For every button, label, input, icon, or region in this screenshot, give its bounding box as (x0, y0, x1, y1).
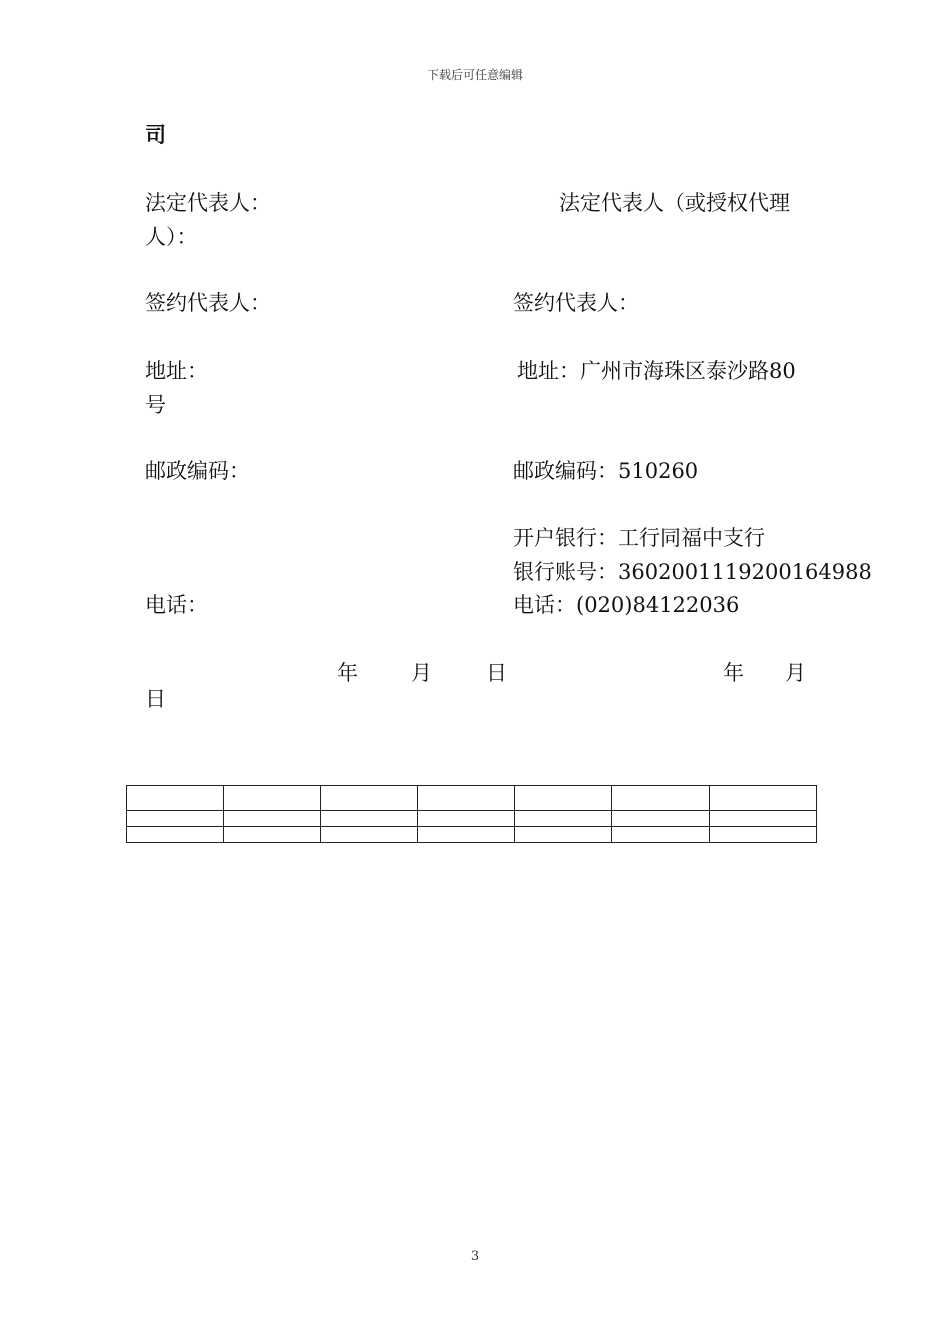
table-cell (612, 811, 710, 827)
right-bank: 开户银行：工行同福中支行 (513, 526, 765, 550)
table-cell (224, 827, 321, 843)
right-account: 银行账号：3602001119200164988 (513, 560, 872, 584)
table-row (127, 786, 817, 811)
left-signing-rep-label: 签约代表人： (145, 291, 271, 315)
table-cell (127, 786, 224, 811)
table-cell (321, 786, 418, 811)
table-cell (515, 811, 612, 827)
left-phone-label: 电话： (145, 593, 208, 617)
table-cell (612, 786, 710, 811)
table-cell (418, 811, 515, 827)
table-cell (515, 786, 612, 811)
table-cell (127, 811, 224, 827)
right-legal-rep-label-line1: 法定代表人（或授权代理 (559, 191, 790, 215)
table-cell (321, 827, 418, 843)
left-postcode-label: 邮政编码： (145, 459, 250, 483)
left-date-day: 日 (486, 661, 507, 685)
table-cell (127, 827, 224, 843)
table-cell (224, 811, 321, 827)
company-name-tail: 司 (145, 123, 166, 147)
left-date-year: 年 (337, 661, 358, 685)
right-date-year: 年 (723, 661, 744, 685)
table-cell (710, 827, 817, 843)
table-cell (710, 811, 817, 827)
page-number: 3 (470, 1249, 480, 1264)
page-header: 下载后可任意编辑 (426, 68, 523, 82)
right-date-month: 月 (785, 661, 806, 685)
table-cell (418, 827, 515, 843)
table-row (127, 827, 817, 843)
table-cell (224, 786, 321, 811)
table-cell (710, 786, 817, 811)
empty-table (126, 785, 817, 843)
right-date-day: 日 (145, 687, 166, 711)
right-phone: 电话：(020)84122036 (513, 593, 740, 617)
table-row (127, 811, 817, 827)
right-legal-rep-label-line2: 人）： (145, 225, 198, 249)
left-legal-rep-label: 法定代表人： (145, 191, 271, 215)
right-address-line1: 地址：广州市海珠区泰沙路80 (517, 359, 796, 383)
right-address-line2: 号 (145, 393, 166, 417)
table-cell (321, 811, 418, 827)
table-cell (612, 827, 710, 843)
table-cell (418, 786, 515, 811)
left-date-month: 月 (411, 661, 432, 685)
right-signing-rep-label: 签约代表人： (513, 291, 639, 315)
left-address-label: 地址： (145, 359, 208, 383)
right-postcode: 邮政编码：510260 (513, 459, 699, 483)
table-cell (515, 827, 612, 843)
